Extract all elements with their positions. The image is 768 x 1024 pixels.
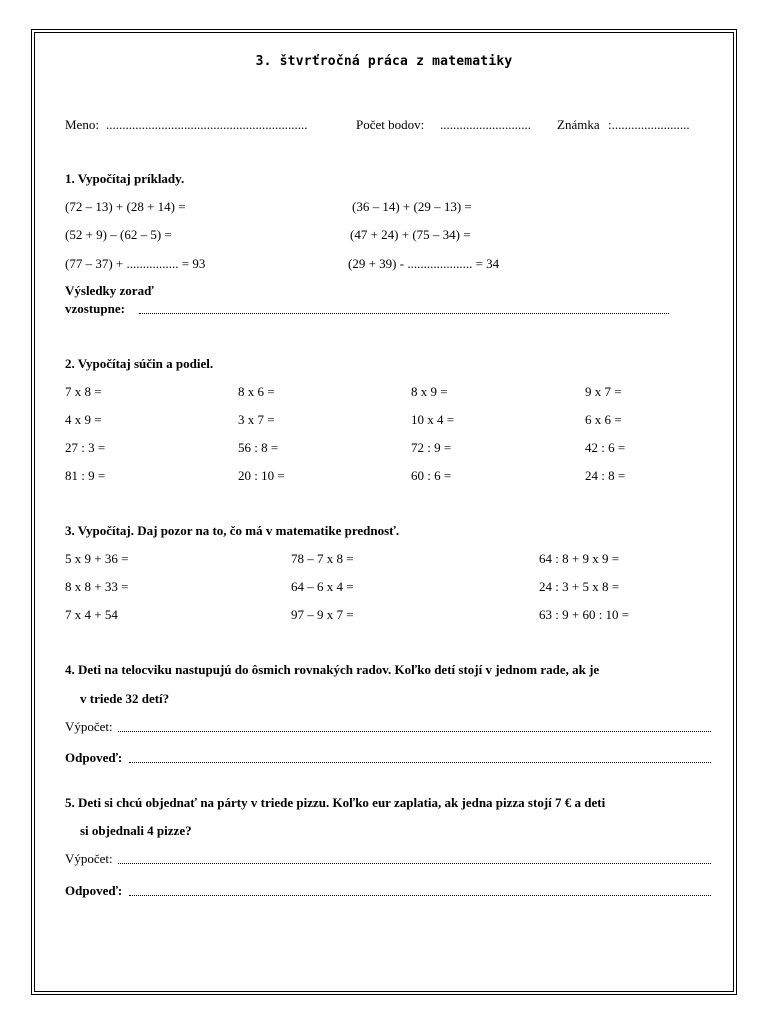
task3-heading: 3. Vypočítaj. Daj pozor na to, čo má v matematike prednosť.	[65, 523, 400, 538]
task1-expr: (47 + 24) + (75 – 34) =	[350, 227, 471, 242]
task2-expr: 20 : 10 =	[238, 468, 285, 483]
task2-expr: 24 : 8 =	[585, 468, 626, 483]
name-dots[interactable]: ..............................................................	[106, 117, 308, 132]
points-label: Počet bodov:	[356, 117, 425, 132]
task2-expr: 27 : 3 =	[65, 440, 106, 455]
task3-expr: 78 – 7 x 8 =	[291, 551, 354, 566]
task1-expr: (36 – 14) + (29 – 13) =	[352, 199, 472, 214]
task2-expr: 42 : 6 =	[585, 440, 626, 455]
task2-expr: 7 x 8 =	[65, 384, 102, 399]
task2-expr: 4 x 9 =	[65, 412, 102, 427]
task2-expr: 10 x 4 =	[411, 412, 455, 427]
sort-label-line1: Výsledky zoraď	[65, 283, 154, 298]
task4-answer-label: Odpoveď:	[65, 750, 123, 765]
task2-expr: 60 : 6 =	[411, 468, 452, 483]
task3-expr: 7 x 4 + 54	[65, 607, 118, 622]
task5-text-line2: si objednali 4 pizze?	[80, 823, 192, 838]
task2-expr: 3 x 7 =	[238, 412, 275, 427]
task3-expr: 8 x 8 + 33 =	[65, 579, 129, 594]
task2-expr: 81 : 9 =	[65, 468, 106, 483]
task1-expr: (77 – 37) + ................ = 93	[65, 256, 206, 271]
task4-text-line2: v triede 32 detí?	[80, 691, 170, 706]
task4-text-line1: 4. Deti na telocviku nastupujú do ôsmich rovnakých radov. Koľko detí stojí v jednom rade, ak je	[65, 662, 600, 677]
task3-expr: 63 : 9 + 60 : 10 =	[539, 607, 630, 622]
task5-answer-line[interactable]	[129, 895, 711, 896]
task2-expr: 72 : 9 =	[411, 440, 452, 455]
task2-heading: 2. Vypočítaj súčin a podiel.	[65, 356, 214, 371]
task2-expr: 56 : 8 =	[238, 440, 279, 455]
sort-answer-line[interactable]	[139, 313, 669, 314]
task5-answer-label: Odpoveď:	[65, 883, 123, 898]
task3-expr: 5 x 9 + 36 =	[65, 551, 129, 566]
task1-heading: 1. Vypočítaj príklady.	[65, 171, 185, 186]
task1-expr: (52 + 9) – (62 – 5) =	[65, 227, 172, 242]
name-label: Meno:	[65, 117, 99, 132]
task2-expr: 8 x 9 =	[411, 384, 448, 399]
task2-expr: 8 x 6 =	[238, 384, 275, 399]
task3-expr: 24 : 3 + 5 x 8 =	[539, 579, 620, 594]
task4-answer-line[interactable]	[129, 762, 711, 763]
task4-calc-line[interactable]	[118, 731, 711, 732]
task4-calc-label: Výpočet:	[65, 719, 113, 734]
page-title: 3. štvrťročná práca z matematiky	[255, 54, 513, 69]
task5-calc-line[interactable]	[118, 863, 711, 864]
grade-dots[interactable]: :........................	[608, 117, 690, 132]
sort-label-line2: vzostupne:	[65, 301, 125, 316]
task2-expr: 9 x 7 =	[585, 384, 622, 399]
task3-expr: 97 – 9 x 7 =	[291, 607, 354, 622]
task5-text-line1: 5. Deti si chcú objednať na párty v triede pizzu. Koľko eur zaplatia, ak jedna pizza stojí 7 € a deti	[65, 795, 606, 810]
grade-label: Známka	[557, 117, 600, 132]
task5-calc-label: Výpočet:	[65, 851, 113, 866]
task1-expr: (72 – 13) + (28 + 14) =	[65, 199, 186, 214]
task3-expr: 64 : 8 + 9 x 9 =	[539, 551, 620, 566]
task2-expr: 6 x 6 =	[585, 412, 622, 427]
points-dots[interactable]: ............................	[440, 117, 531, 132]
task3-expr: 64 – 6 x 4 =	[291, 579, 354, 594]
task1-expr: (29 + 39) - .................... = 34	[348, 256, 500, 271]
